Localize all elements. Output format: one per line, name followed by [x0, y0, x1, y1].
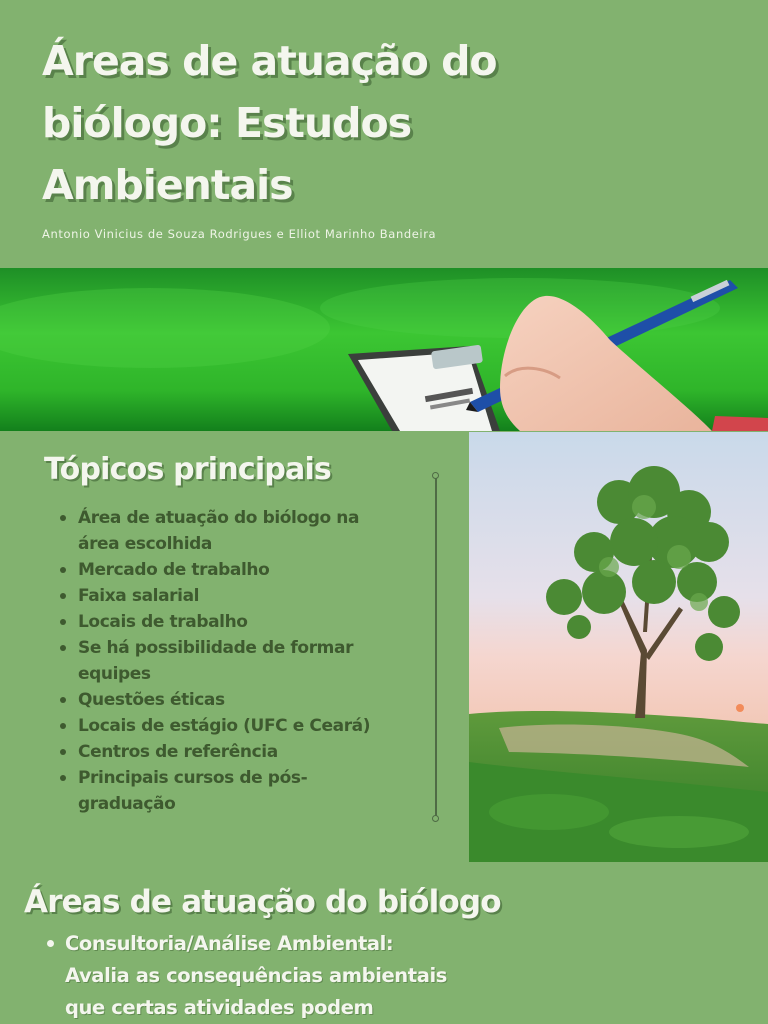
list-item [58, 635, 388, 687]
document-title [42, 30, 642, 216]
areas-heading: Áreas de atuação do biólogo [24, 884, 501, 920]
topic-7-text: Locais de estágio (UFC e Ceará) [78, 716, 371, 736]
topic-5-line-2: equipes [78, 664, 151, 684]
title-line-2: biólogo: Estudos [42, 99, 412, 147]
banner-photo-clipboard-writing [0, 268, 768, 431]
topic-9-line-1: Principais cursos de pós- [78, 768, 308, 788]
list-item [58, 557, 388, 583]
list-item [58, 765, 388, 817]
topic-1-line-1: Área de atuação do biólogo na [78, 508, 360, 528]
topics-heading: Tópicos principais [44, 452, 331, 487]
topic-6-text: Questões éticas [78, 690, 225, 710]
topic-3-text: Faixa salarial [78, 586, 200, 606]
tree-illustration [469, 432, 768, 862]
area-1-line-3: que certas atividades podem [65, 996, 374, 1019]
topic-2-text: Mercado de trabalho [78, 560, 270, 580]
topic-4-text: Locais de trabalho [78, 612, 248, 632]
banner-illustration [0, 268, 768, 431]
topic-9-line-2: graduação [78, 794, 176, 814]
area-1-line-1: Consultoria/Análise Ambiental: [65, 932, 394, 955]
title-line-1: Áreas de atuação do [42, 37, 497, 85]
list-item [58, 583, 388, 609]
vertical-divider [435, 478, 437, 816]
area-1-line-2: Avalia as consequências ambientais [65, 964, 447, 987]
list-item [58, 713, 388, 739]
topic-1-line-2: área escolhida [78, 534, 212, 554]
authors-line: Antonio Vinicius de Souza Rodrigues e Elliot Marinho Bandeira [42, 227, 437, 241]
list-item [58, 505, 388, 557]
topic-8-text: Centros de referência [78, 742, 278, 762]
tree-photo [469, 432, 768, 862]
list-item [58, 739, 388, 765]
list-item [58, 609, 388, 635]
topics-list [58, 505, 388, 817]
title-line-3: Ambientais [42, 161, 293, 209]
list-item [58, 687, 388, 713]
areas-list [46, 928, 506, 1024]
list-item [46, 928, 506, 1024]
topic-5-line-1: Se há possibilidade de formar [78, 638, 354, 658]
